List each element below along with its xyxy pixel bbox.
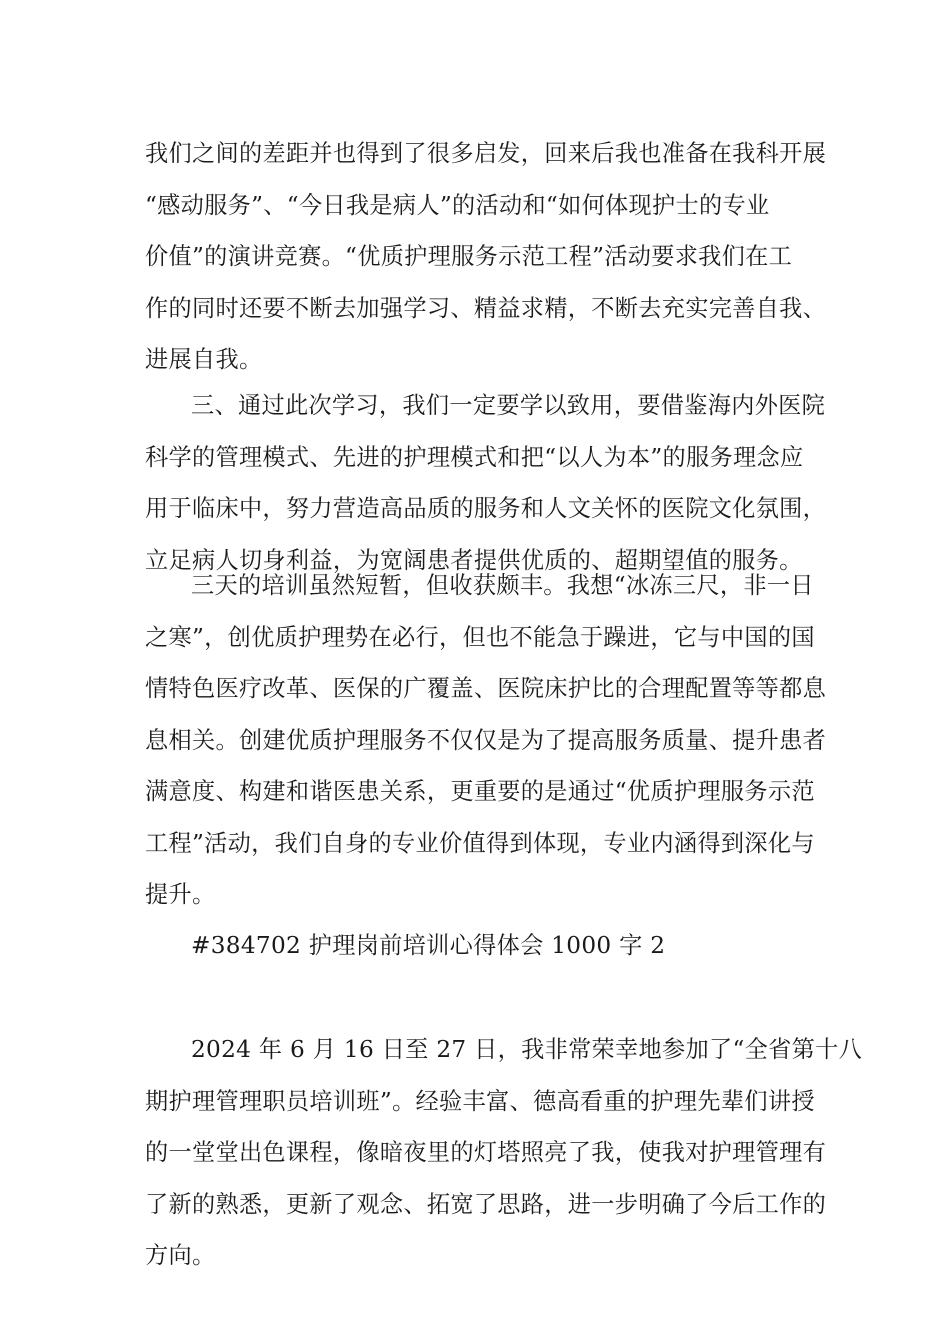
text-line: 进展自我。: [145, 346, 263, 373]
text-line: 科学的管理模式、先进的护理模式和把“以人为本”的服务理念应: [145, 443, 804, 471]
text-line: 提升。: [145, 881, 216, 908]
text-line: 价值”的演讲竞赛。“优质护理服务示范工程”活动要求我们在工: [145, 243, 793, 270]
text-line: 之寒”，创优质护理势在必行，但也不能急于躁进，它与中国的国: [145, 623, 815, 651]
heading-line: #384702 护理岗前培训心得体会 1000 字 2: [191, 932, 666, 959]
text-line: 2024 年 6 月 16 日至 27 日，我非常荣幸地参加了“全省第十八: [191, 1036, 863, 1063]
text-line: 满意度、构建和谐医患关系，更重要的是通过“优质护理服务示范: [145, 778, 815, 805]
text-line: 工程”活动，我们自身的专业价值得到体现，专业内涵得到深化与: [145, 829, 815, 857]
text-line: 立足病人切身利益，为宽阔患者提供优质的、超期望值的服务。: [145, 546, 803, 574]
text-line: 三天的培训虽然短暂，但收获颇丰。我想“冰冻三尺，非一日: [191, 572, 814, 599]
text-line: “感动服务”、“今日我是病人”的活动和“如何体现护士的专业: [145, 191, 770, 219]
text-line: 作的同时还要不断去加强学习、精益求精，不断去充实完善自我、: [145, 294, 827, 322]
text-line: 三、通过此次学习，我们一定要学以致用，要借鉴海内外医院: [191, 392, 826, 419]
text-line: 我们之间的差距并也得到了很多启发，回来后我也准备在我科开展: [145, 140, 827, 167]
text-line: 期护理管理职员培训班”。经验丰富、德高看重的护理先辈们讲授: [145, 1087, 815, 1115]
text-line: 息相关。创建优质护理服务不仅仅是为了提高服务质量、提升患者: [145, 726, 827, 754]
paragraph-continuation: [145, 128, 827, 386]
text-line: 方向。: [145, 1242, 216, 1269]
text-line: 用于临床中，努力营造高品质的服务和人文关怀的医院文化氛围，: [145, 495, 827, 522]
text-line: 情特色医疗改革、医保的广覆盖、医院床护比的合理配置等等都息: [145, 675, 827, 702]
text-line: 的一堂堂出色课程，像暗夜里的灯塔照亮了我，使我对护理管理有: [145, 1139, 827, 1166]
text-line: 了新的熟悉，更新了观念、拓宽了思路，进一步明确了今后工作的: [145, 1190, 827, 1218]
paragraph-summary: [145, 560, 827, 921]
section-heading: [145, 920, 817, 972]
paragraph-training-intro: [145, 1024, 863, 1282]
paragraph-section-three: [145, 380, 827, 586]
